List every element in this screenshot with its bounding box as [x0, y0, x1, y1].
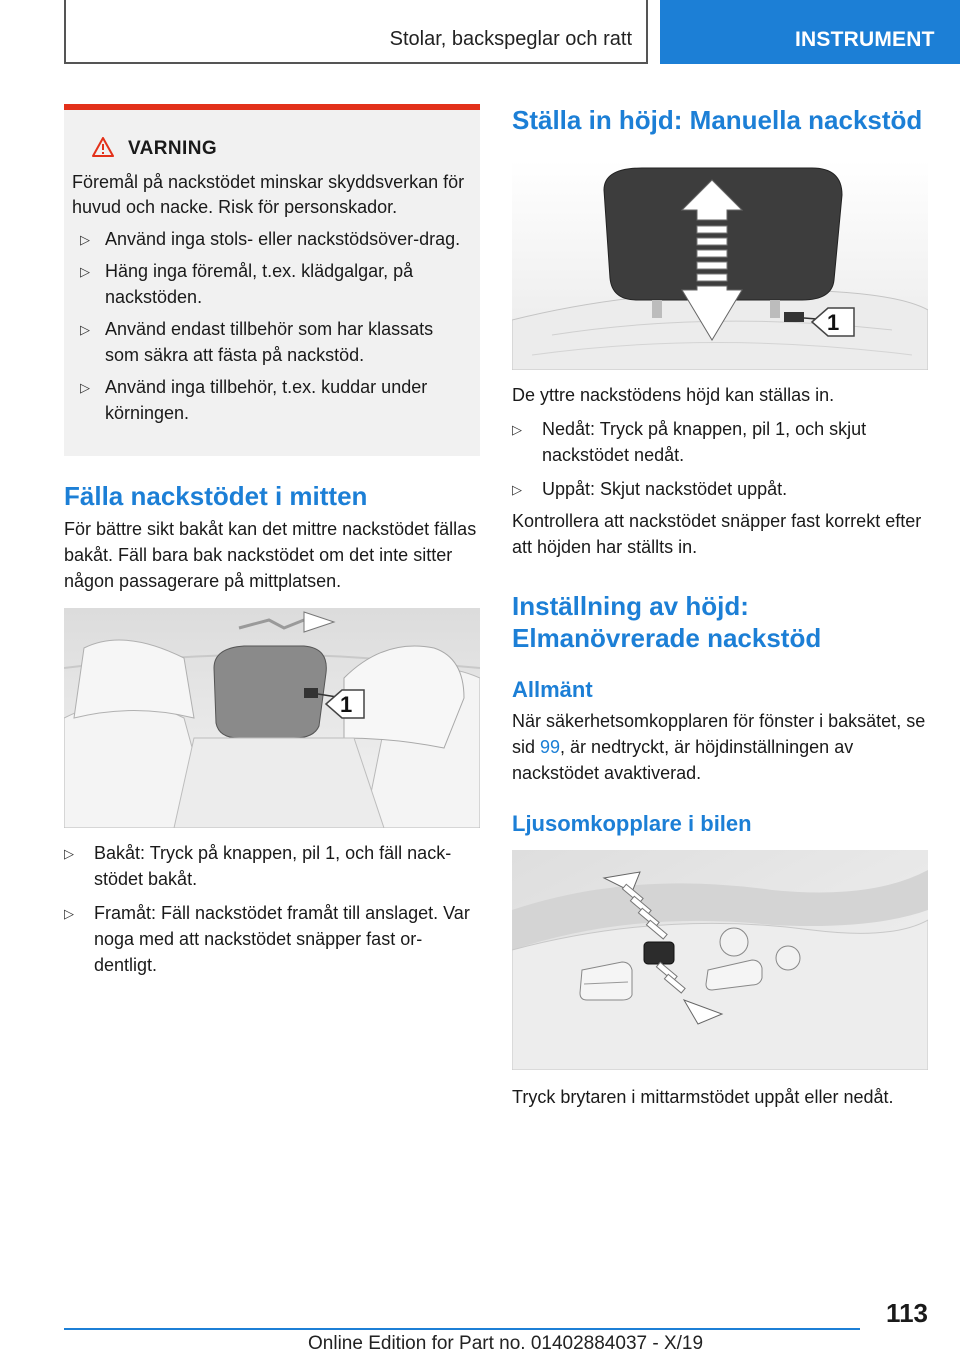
general-subheading: Allmänt — [512, 677, 593, 702]
warning-list — [72, 226, 472, 432]
manual-list — [512, 416, 928, 502]
header-section-title: Stolar, backspeglar och ratt — [389, 28, 632, 50]
fold-headrest-illustration — [64, 608, 480, 828]
list-item-text: Uppåt: Skjut nackstödet uppåt. — [542, 479, 788, 499]
page-number: 113 — [886, 1298, 928, 1328]
warning-title-text: VARNING — [128, 138, 218, 159]
bullet-triangle-icon: ▷ — [80, 322, 90, 337]
bullet-triangle-icon: ▷ — [80, 232, 90, 247]
general-text — [512, 708, 928, 786]
list-item — [72, 374, 472, 426]
electric-heading-line1: Inställning av höjd: — [512, 591, 749, 621]
footer-edition: Online Edition for Part no. 01402884037 - X/19 — [308, 1333, 704, 1354]
list-item — [72, 316, 472, 368]
list-item-text: Använd endast tillbehör som har klassats som säkra att fästa på nackstöd. — [105, 319, 434, 365]
bullet-triangle-icon: ▷ — [80, 380, 90, 395]
fold-heading: Fälla nackstödet i mitten — [64, 481, 368, 511]
light-switch-subheading: Ljusomkopplare i bilen — [512, 811, 752, 836]
warning-title — [92, 138, 217, 160]
manual-heading: Ställa in höjd: Manuella nackstöd — [512, 105, 923, 135]
fold-text: För bättre sikt bakåt kan det mittre nackstödet fällas bakåt. Fäll bara bak nackstödet om det inte sitter någon passagerare på mittplatsen. — [64, 519, 477, 591]
bullet-triangle-icon: ▷ — [512, 482, 522, 497]
switch-caption: Tryck brytaren i mittarmstödet uppåt eller nedåt. — [512, 1087, 894, 1107]
list-item — [64, 900, 480, 978]
header-section-box — [64, 0, 648, 64]
manual-headrest-illustration — [512, 160, 928, 370]
list-item-text: Använd inga tillbehör, t.ex. kuddar under körningen. — [105, 377, 428, 423]
header-chapter-tab[interactable] — [660, 0, 960, 64]
fold-section — [64, 480, 480, 594]
list-item-text: Bakåt: Tryck på knappen, pil 1, och fäll nack-stödet bakåt. — [94, 843, 452, 889]
warning-box — [64, 104, 480, 456]
footer-rule — [64, 1328, 860, 1330]
electric-heading-line2: Elmanövrerade nackstöd — [512, 623, 822, 653]
manual-body — [512, 382, 928, 560]
list-item — [72, 226, 472, 252]
list-item — [72, 258, 472, 310]
list-item-text: Nedåt: Tryck på knappen, pil 1, och skjut nackstödet nedåt. — [542, 419, 867, 465]
fold-list — [64, 840, 480, 984]
manual-section — [512, 104, 928, 136]
list-item — [512, 416, 928, 468]
seat-switch-illustration — [512, 850, 928, 1070]
page-99-link[interactable]: 99 — [540, 737, 561, 757]
list-item — [512, 476, 928, 502]
bullet-triangle-icon: ▷ — [80, 264, 90, 279]
list-item-text: Häng inga föremål, t.ex. klädgalgar, på nackstöden. — [105, 261, 414, 307]
manual-text: Kontrollera att nackstödet snäpper fast korrekt efter att höjden har ställts in. — [512, 511, 922, 557]
general-text-part: , är nedtryckt, är höjdinställningen av nackstödet avaktiverad. — [512, 737, 854, 783]
list-item — [64, 840, 480, 892]
header-chapter-label: INSTRUMENT — [795, 28, 935, 51]
list-item-text: Använd inga stols- eller nackstödsöver-drag. — [105, 229, 461, 249]
bullet-triangle-icon: ▷ — [64, 846, 74, 861]
manual-intro: De yttre nackstödens höjd kan ställas in. — [512, 385, 835, 405]
fold-image-label: 1 — [340, 692, 353, 717]
list-item-text: Framåt: Fäll nackstödet framåt till anslaget. Var noga med att nackstödet snäpper fast or-dentligt. — [94, 903, 470, 975]
general-text-part: När säkerhetsomkopplaren för fönster i baksätet, se sid — [512, 711, 926, 757]
manual-image-label: 1 — [827, 310, 840, 335]
warning-triangle-icon — [92, 137, 114, 157]
electric-section — [512, 590, 928, 838]
switch-caption-block — [512, 1084, 928, 1110]
warning-text: Föremål på nackstödet minskar skyddsverkan för huvud och nacke. Risk för personskador. — [72, 172, 465, 217]
bullet-triangle-icon: ▷ — [512, 422, 522, 437]
bullet-triangle-icon: ▷ — [64, 906, 74, 921]
